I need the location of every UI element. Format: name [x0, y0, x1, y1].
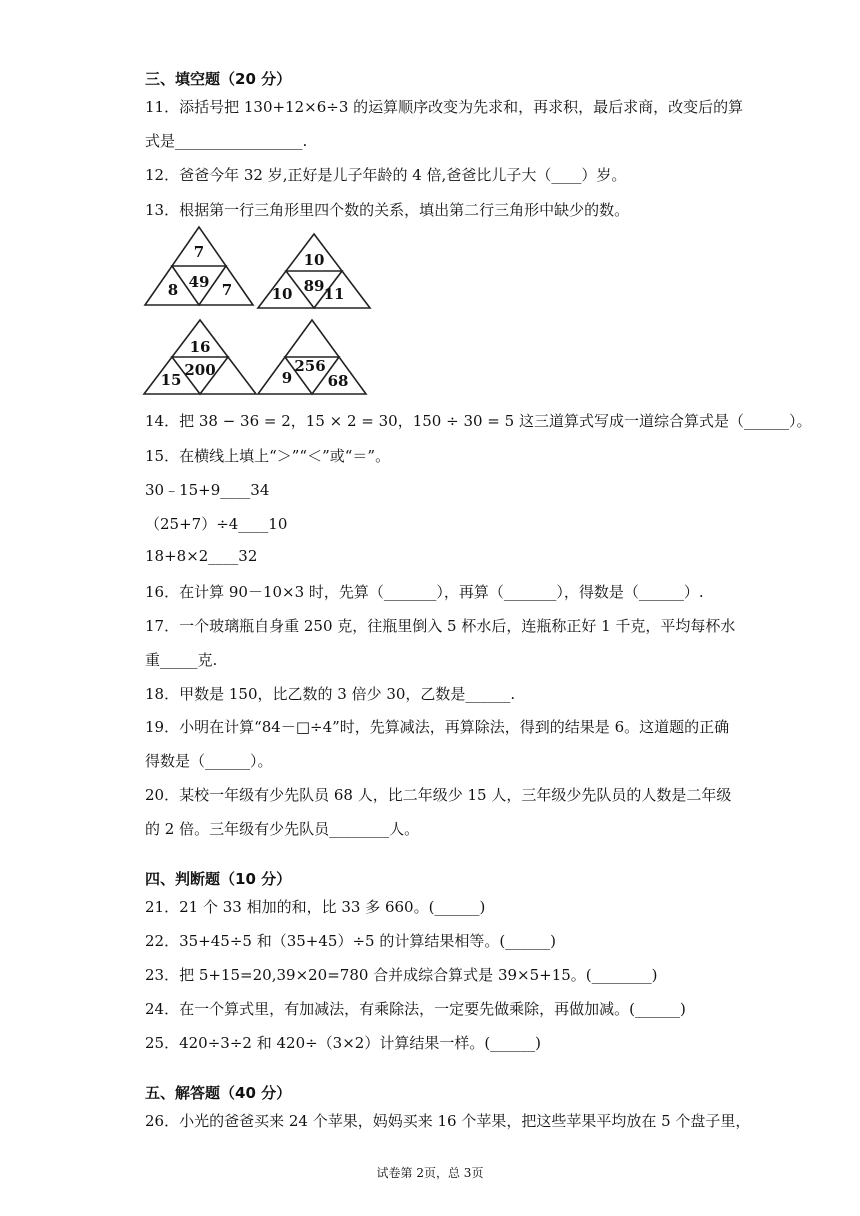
question-19-line1: 19．小明在计算“84－□÷4”时，先算减法，再算除法，得到的结果是 6。这道题的正确 — [145, 718, 730, 736]
question-17-line1: 17．一个玻璃瓶自身重 250 克，往瓶里倒入 5 杯水后，连瓶称正好 1 千克，平均每杯水 — [145, 617, 736, 635]
triangle-1-top: 7 — [193, 243, 205, 261]
triangle-4-left: 9 — [281, 369, 293, 387]
triangle-figure-3 — [142, 318, 258, 402]
triangle-2-center: 89 — [303, 277, 325, 295]
question-15-item-c: 18+8×2____32 — [145, 547, 258, 565]
question-20-line2: 的 2 倍。三年级有少先队员________人。 — [145, 820, 420, 838]
triangle-figure-4 — [256, 318, 368, 402]
triangle-3-top: 16 — [189, 338, 211, 356]
triangle-figure-1 — [143, 225, 255, 313]
question-14: 14．把 38 − 36 = 2，15 × 2 = 30，150 ÷ 30 = 5 这三道算式写成一道综合算式是（______）。 — [145, 412, 812, 430]
triangle-2-top: 10 — [303, 251, 325, 269]
question-11-line1: 11．添括号把 130+12×6÷3 的运算顺序改变为先求和，再求积，最后求商，改变后的算 — [145, 98, 744, 116]
question-16: 16．在计算 90－10×3 时，先算（_______），再算（_______），得数是（______）. — [145, 583, 704, 601]
question-11-line2: 式是_________________. — [145, 132, 308, 150]
question-17-line2: 重_____克. — [145, 651, 218, 669]
section-title-solve: 五、解答题（40 分） — [145, 1084, 292, 1102]
question-13: 13．根据第一行三角形里四个数的关系，填出第二行三角形中缺少的数。 — [145, 201, 630, 219]
triangle-1-right: 7 — [221, 281, 233, 299]
triangle-3-center: 200 — [184, 361, 216, 379]
question-23: 23．把 5+15=20,39×20=780 合并成综合算式是 39×5+15。(________) — [145, 966, 658, 984]
triangle-1-left: 8 — [167, 281, 179, 299]
question-18: 18．甲数是 150，比乙数的 3 倍少 30，乙数是______. — [145, 685, 516, 703]
question-19-line2: 得数是（______）。 — [145, 752, 273, 770]
question-26: 26．小光的爸爸买来 24 个苹果，妈妈买来 16 个苹果，把这些苹果平均放在 5 个盘子里， — [145, 1112, 751, 1130]
page-footer: 试卷第 2页，总 3页 — [376, 1166, 484, 1180]
question-25: 25．420÷3÷2 和 420÷（3×2）计算结果一样。(______) — [145, 1034, 542, 1052]
triangle-2-right: 11 — [323, 285, 345, 303]
question-24: 24．在一个算式里，有加减法，有乘除法，一定要先做乘除，再做加减。(______) — [145, 1000, 686, 1018]
triangle-1-center: 49 — [188, 273, 210, 291]
triangle-2-left: 10 — [271, 285, 293, 303]
question-15-item-a: 30﹣15+9____34 — [145, 481, 270, 499]
triangle-figure-2 — [256, 232, 372, 316]
question-21: 21．21 个 33 相加的和，比 33 多 660。(______) — [145, 898, 486, 916]
question-22: 22．35+45÷5 和（35+45）÷5 的计算结果相等。(______) — [145, 932, 557, 950]
triangle-4-right: 68 — [327, 372, 349, 390]
question-12: 12．爸爸今年 32 岁,正好是儿子年龄的 4 倍,爸爸比儿子大（____）岁。 — [145, 166, 627, 184]
question-15: 15．在横线上填上“＞”“＜”或“＝”。 — [145, 447, 391, 465]
question-20-line1: 20．某校一年级有少先队员 68 人，比二年级少 15 人，三年级少先队员的人数是二年级 — [145, 786, 732, 804]
triangle-4-center: 256 — [294, 357, 326, 375]
question-15-item-b: （25+7）÷4____10 — [145, 515, 288, 533]
triangle-3-left: 15 — [160, 371, 182, 389]
section-title-true-false: 四、判断题（10 分） — [145, 870, 292, 888]
section-title-fill-blank: 三、填空题（20 分） — [145, 70, 292, 88]
